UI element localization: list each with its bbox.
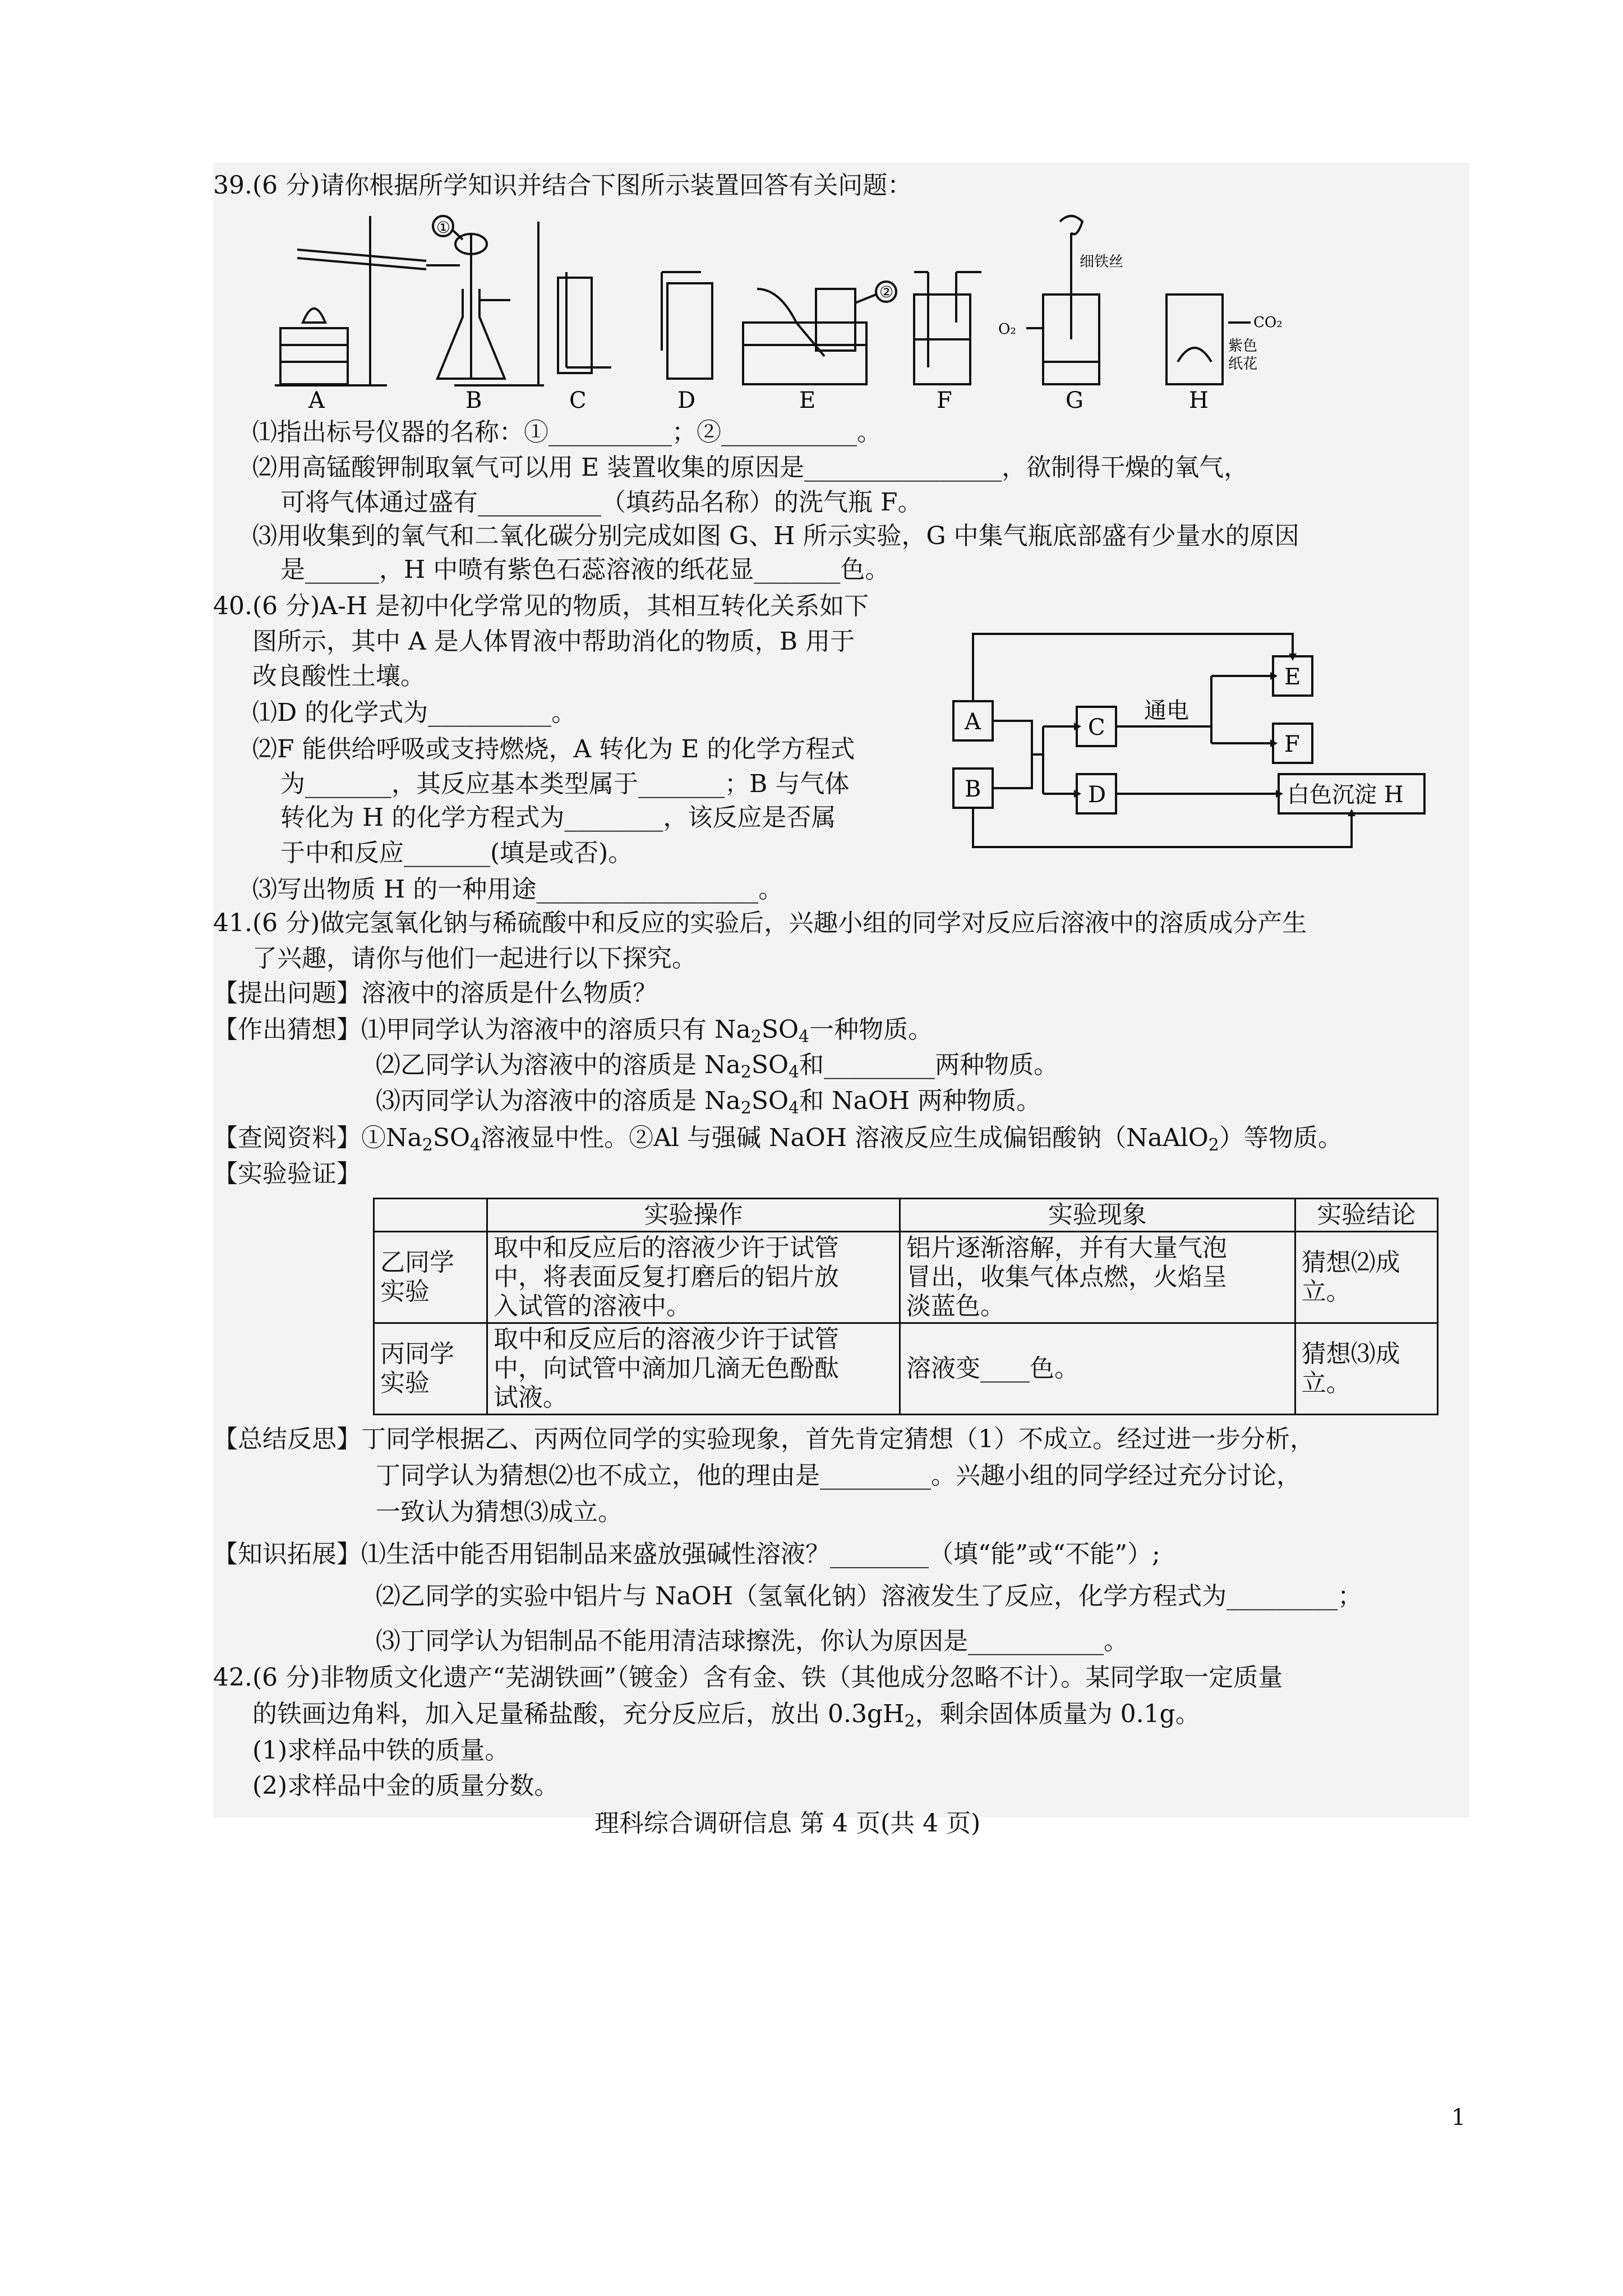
sub2: 2 [904,1711,915,1731]
q41-ext-1 [213,1540,1160,1569]
sub4: 4 [789,1062,800,1082]
sub2: 2 [422,1135,433,1155]
node-f: F [1284,731,1300,757]
q40-l6: 为_______，其反应基本类型属于_______；B 与气体 [280,770,850,798]
ref-c: ）等物质。 [1219,1124,1343,1152]
q41-verify-head: 【实验验证】 [213,1159,361,1188]
flower-label-1: 紫色 [1228,338,1258,355]
q42-l2-a: 的铁画边角料，加入足量稀盐酸，充分反应后，放出 0.3gH [252,1700,905,1728]
sub4: 4 [799,1027,810,1047]
marker-1: ① [436,218,451,237]
q40-l9: ⑶写出物质 H 的一种用途__________________。 [252,875,783,904]
table-cell [374,1232,487,1323]
g1b: 一种物质。 [809,1015,933,1044]
sub2: 2 [740,1062,751,1082]
q39-p3a: ⑶用收集到的氧气和二氧化碳分别完成如图 G、H 所示实验，G 中集气瓶底部盛有少量水的原因 [252,522,1299,550]
g3a: ⑶丙同学认为溶液中的溶质是 Na [376,1087,741,1115]
so4: SO [761,1015,799,1044]
op-line: 取中和反应后的溶液少许于试管 [494,1234,840,1262]
label-d: D [677,388,696,413]
q41-ref [213,1124,1343,1153]
node-c: C [1088,715,1105,740]
sub2: 2 [750,1027,762,1047]
conc-line: 猜想⑵成 [1301,1248,1400,1277]
q41-l1: 41.(6 分)做完氢氧化钠与稀硫酸中和反应的实验后，兴趣小组的同学对反应后溶液中的溶质成分产生 [213,909,1307,937]
op-line: 中，向试管中滴加几滴无色酚酞 [494,1354,840,1383]
q42-l1: 42.(6 分)非物质文化遗产“芜湖铁画”（镀金）含有金、铁（其他成分忽略不计）。某同学取一定质量 [213,1663,1283,1692]
table-row [374,1323,1438,1415]
q41-ext-head: 【知识拓展】 [213,1540,361,1568]
who-line: 丙同学 [380,1340,454,1368]
q41-sum-head: 【总结反思】 [213,1425,361,1453]
table-header-cell: 实验结论 [1295,1199,1437,1232]
s1: 丁同学根据乙、丙两位同学的实验现象，首先肯定猜想（1）不成立。经过进一步分析， [361,1425,1315,1453]
q40-l5: ⑵F 能供给呼吸或支持燃烧，A 转化为 E 的化学方程式 [252,735,855,763]
q39-p2a: ⑵用高锰酸钾制取氧气可以用 E 装置收集的原因是________________，欲制得干燥的氧气， [252,453,1249,482]
g3b: 和 NaOH 两种物质。 [799,1087,1041,1115]
q40-l3: 改良酸性土壤。 [252,662,425,691]
q42-l3: (1)求样品中铁的质量。 [252,1736,510,1765]
sub4: 4 [789,1098,800,1118]
node-e: E [1284,664,1301,690]
q39-stem: 39.(6 分)请你根据所学知识并结合下图所示装置回答有关问题： [213,171,912,200]
table-header-row [374,1199,1438,1232]
op-line: 入试管的溶液中。 [494,1292,691,1320]
table-cell [900,1232,1295,1323]
q39-p3b: 是______，H 中喷有紫色石蕊溶液的纸花显_______色。 [280,555,890,584]
table-header-cell [374,1199,487,1232]
q41-ext-3: ⑶丁同学认为铝制品不能用清洁球擦洗，你认为原因是___________。 [376,1627,1128,1655]
node-b: B [965,776,981,802]
q42-l2-b: ，剩余固体质量为 0.1g。 [915,1700,1200,1728]
op-line: 取中和反应后的溶液少许于试管 [494,1325,840,1354]
so4: SO [432,1124,471,1152]
q40-l1: 40.(6 分)A-H 是初中化学常见的物质，其相互转化关系如下 [213,592,869,620]
q41-sum-3: 一致认为猜想⑶成立。 [376,1498,623,1526]
q40-l7: 转化为 H 的化学方程式为________，该反应是否属 [280,803,836,832]
who-line: 乙同学 [380,1248,454,1277]
o2-label: O₂ [998,321,1016,338]
g2a: ⑵乙同学认为溶液中的溶质是 Na [376,1051,741,1079]
wire-label: 细铁丝 [1080,254,1124,270]
sub4: 4 [470,1135,481,1155]
page-number: 1 [1451,2105,1466,2131]
q41-l2: 了兴趣，请你与他们一起进行以下探究。 [252,944,697,973]
table-cell [900,1323,1295,1415]
sub2: 2 [740,1098,751,1118]
g1a: ⑴甲同学认为溶液中的溶质只有 Na [361,1015,751,1044]
table-cell [1295,1323,1437,1415]
q41-ask-head: 【提出问题】 [213,979,361,1007]
conc-line: 猜想⑶成 [1301,1340,1400,1368]
q41-ref-head: 【查阅资料】 [213,1124,361,1152]
table-cell [374,1323,487,1415]
label-b: B [465,388,482,413]
ob-line: 铝片逐渐溶解，并有大量气泡 [906,1234,1228,1262]
conc-line: 立。 [1301,1369,1351,1397]
label-e: E [799,388,816,413]
q39-p2b: 可将气体通过盛有__________（填药品名称）的洗气瓶 F。 [280,488,923,517]
op-line: 中，将表面反复打磨后的铝片放 [494,1263,840,1291]
q42-l4: (2)求样品中金的质量分数。 [252,1772,559,1800]
footer-text: 理科综合调研信息 第 4 页(共 4 页) [594,1809,981,1838]
q41-guess-2 [376,1051,1058,1080]
q40-l2: 图所示，其中 A 是人体胃液中帮助消化的物质，B 用于 [252,627,855,656]
table-header-cell: 实验操作 [487,1199,900,1232]
q41-guess-head: 【作出猜想】 [213,1015,361,1044]
who-line: 实验 [380,1369,430,1397]
label-g: G [1066,388,1083,413]
experiment-table [373,1198,1438,1415]
node-h: 白色沉淀 H [1287,782,1404,808]
flower-label-2: 纸花 [1228,356,1258,372]
label-a: A [308,388,325,413]
arrow-label-electrolysis: 通电 [1144,698,1189,724]
q41-guess-3 [376,1087,1041,1116]
q41-ext-2: ⑵乙同学的实验中铝片与 NaOH（氢氧化钠）溶液发生了反应，化学方程式为_________； [376,1582,1363,1611]
ref-a: ①Na [361,1124,422,1152]
marker-2: ② [879,283,894,301]
cut-off-footer [594,1809,1088,1838]
q42-l2 [252,1700,1200,1729]
q41-sum-2: 丁同学认为猜想⑵也不成立，他的理由是_________。兴趣小组的同学经过充分讨论， [376,1461,1301,1490]
q39-p1: ⑴指出标号仪器的名称：①__________；②___________。 [252,418,882,447]
ref-b: 溶液显中性。②Al 与强碱 NaOH 溶液反应生成偏铝酸钠（NaAlO [481,1124,1209,1152]
q41-guess-1 [213,1015,933,1045]
ob-line: 淡蓝色。 [906,1292,1006,1320]
conc-line: 立。 [1301,1277,1351,1306]
who-line: 实验 [380,1277,430,1306]
conversion-diagram [948,623,1436,858]
so4: SO [751,1051,789,1079]
table-header-cell: 实验现象 [900,1199,1295,1232]
table-cell [487,1323,900,1415]
label-c: C [569,388,587,413]
table-cell [1295,1232,1437,1323]
table-row [374,1232,1438,1323]
label-f: F [937,388,952,413]
g2b: 和_________两种物质。 [799,1051,1059,1079]
node-d: D [1088,782,1106,808]
apparatus-figure [275,210,1469,412]
co2-label: CO₂ [1253,314,1283,331]
op-line: 试液。 [494,1383,568,1412]
q40-l8: 于中和反应_______(填是或否)。 [280,839,633,867]
sub2: 2 [1208,1135,1219,1155]
table-cell [487,1232,900,1323]
ob-line: 溶液变____色。 [906,1354,1080,1383]
q41-ask-text: 溶液中的溶质是什么物质？ [361,979,657,1007]
node-a: A [965,709,981,735]
q41-sum-1 [213,1425,1315,1454]
q40-l4: ⑴D 的化学式为__________。 [252,698,577,727]
e1: ⑴生活中能否用铝制品来盛放强碱性溶液？________（填“能”或“不能”）; [361,1540,1160,1568]
so4: SO [751,1087,789,1115]
q41-ask [213,979,657,1008]
label-h: H [1189,388,1209,413]
ob-line: 冒出，收集气体点燃，火焰呈 [906,1263,1228,1291]
